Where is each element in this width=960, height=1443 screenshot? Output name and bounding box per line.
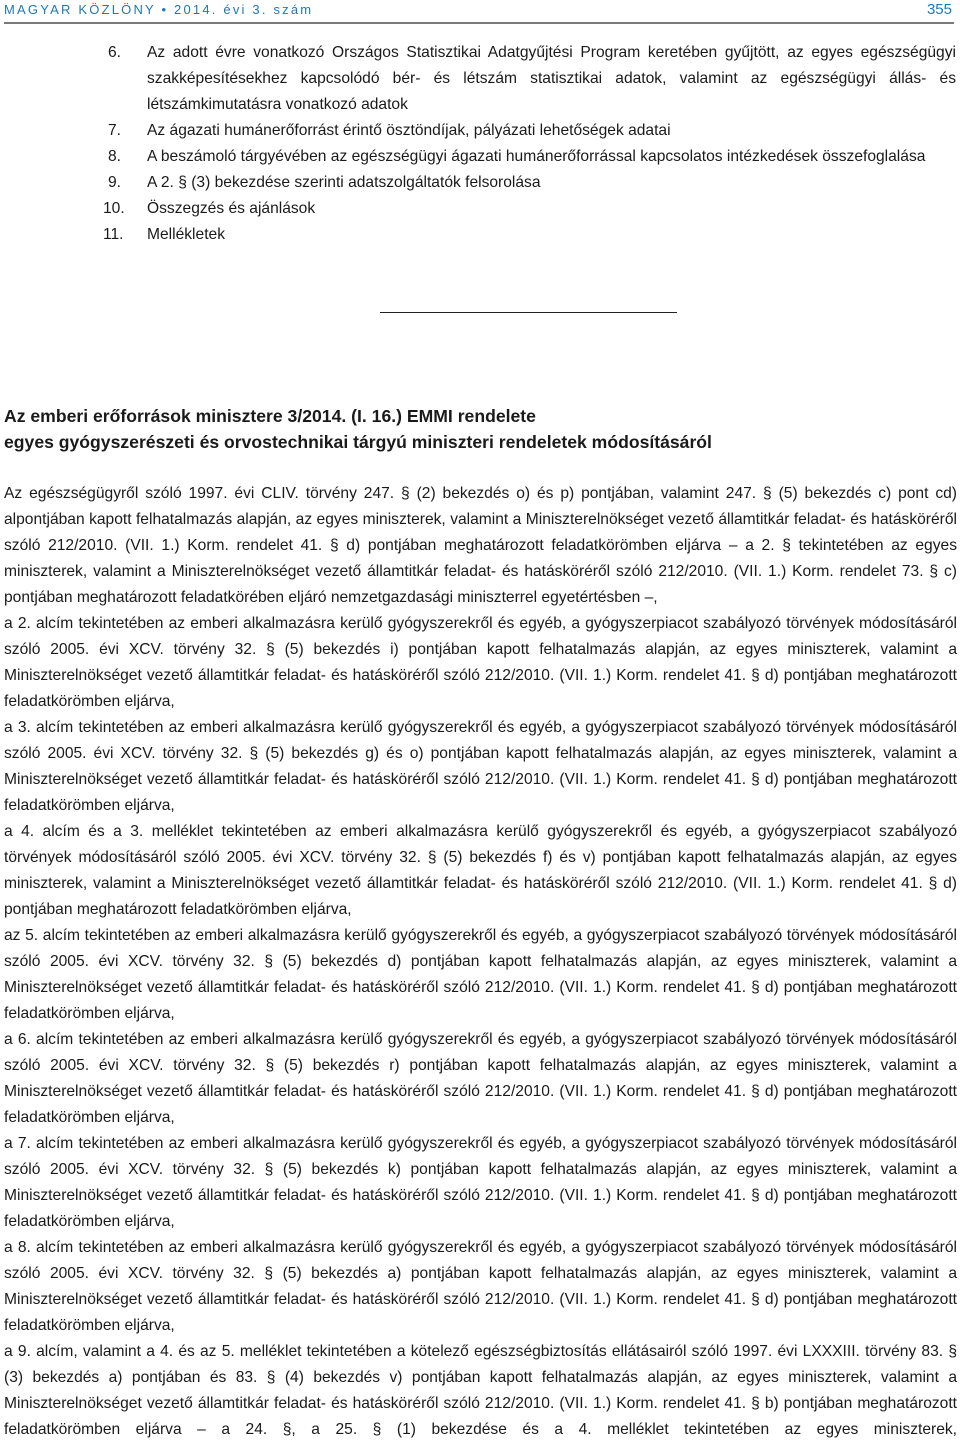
decree-subject: egyes gyógyszerészeti és orvostechnikai tárgyú miniszteri rendeletek módosításáról: [4, 432, 712, 452]
list-item-number: 8.: [108, 148, 122, 165]
list-item: [4, 196, 956, 222]
list-item-text: Összegzés és ajánlások: [147, 200, 316, 217]
list-item-number: 11.: [103, 226, 124, 243]
decree-preamble: [4, 481, 957, 1443]
list-item-text: A beszámoló tárgyévében az egészségügyi ágazati humánerőforrással kapcsolatos intézkedések összefoglalása: [147, 148, 926, 165]
list-item-number: 10.: [103, 200, 125, 217]
publication-title: MAGYAR KÖZLÖNY • 2014. évi 3. szám: [4, 2, 314, 17]
preamble-paragraph: a 3. alcím tekintetében az emberi alkalmazásra kerülő gyógyszerekről és egyéb, a gyógyszerpiacot szabályozó törvények módosításáról szóló 2005. évi XCV. törvény 32. § (5) bekezdés g) és o) pontjában kapott felhatalmazás alapján, az egyes miniszterek, valamint a Miniszterelnökséget vezető államtitkár feladat- és hatásköréről szóló 212/2010. (VII. 1.) Korm. rendelet 41. § d) pontjában meghatározott feladatkörömben eljárva,: [4, 719, 957, 814]
section-separator: [380, 312, 677, 313]
list-item: [4, 118, 956, 144]
list-item-number: 6.: [108, 44, 122, 61]
list-item-text: Mellékletek: [147, 226, 225, 243]
list-item: [4, 144, 956, 170]
list-item: [4, 40, 956, 118]
list-item-text: Az ágazati humánerőforrást érintő ösztöndíjak, pályázati lehetőségek adatai: [147, 122, 671, 139]
preamble-paragraph: Az egészségügyről szóló 1997. évi CLIV. törvény 247. § (2) bekezdés o) és p) pontjában, valamint 247. § (5) bekezdés c) pont cd) alpontjában kapott felhatalmazás alapján, az egyes miniszterek, valamint a Miniszterelnökséget vezető államtitkár feladat- és hatásköréről szóló 212/2010. (VII. 1.) Korm. rendelet 41. § d) pontjában meghatározott feladatkörömben eljárva – a 2. § tekintetében az egyes miniszterek, valamint a Miniszterelnökséget vezető államtitkár feladat- és hatásköréről szóló 212/2010. (VII. 1.) Korm. rendelet 73. § c) pontjában meghatározott feladatkörében eljáró nemzetgazdasági miniszterrel egyetértésben –,: [4, 485, 957, 606]
page-header: [4, 0, 954, 24]
list-item: [4, 170, 956, 196]
preamble-paragraph: a 6. alcím tekintetében az emberi alkalmazásra kerülő gyógyszerekről és egyéb, a gyógyszerpiacot szabályozó törvények módosításáról szóló 2005. évi XCV. törvény 32. § (5) bekezdés r) pontjában kapott felhatalmazás alapján, az egyes miniszterek, valamint a Miniszterelnökséget vezető államtitkár feladat- és hatásköréről szóló 212/2010. (VII. 1.) Korm. rendelet 41. § d) pontjában meghatározott feladatkörömben eljárva,: [4, 1031, 957, 1126]
decree-title: Az emberi erőforrások minisztere 3/2014. (I. 16.) EMMI rendelete: [4, 406, 536, 426]
list-item-text: Az adott évre vonatkozó Országos Statisztikai Adatgyűjtési Program keretében gyűjtött, az egyes egészségügyi szakképesítésekhez kapcsolódó bér- és létszám statisztikai adatok, valamint az egészségügyi állás- és létszámkimutatásra vonatkozó adatok: [147, 44, 956, 113]
page-number: 355: [926, 1, 952, 18]
list-item-text: A 2. § (3) bekezdése szerinti adatszolgáltatók felsorolása: [147, 174, 541, 191]
preamble-paragraph: a 9. alcím, valamint a 4. és az 5. melléklet tekintetében a kötelező egészségbiztosítás ellátásairól szóló 1997. évi LXXXIII. törvény 83. § (3) bekezdés a) pontjában és 83. § (4) bekezdés v) pontjában kapott felhatalmazás alapján, az egyes miniszterek, valamint a Miniszterelnökséget vezető államtitkár feladat- és hatásköréről szóló 212/2010. (VII. 1.) Korm. rendelet 41. § b) pontjában meghatározott feladatkörömben eljárva – a 24. §, a 25. § (1) bekezdése és a 4. melléklet tekintetében az egyes miniszterek,: [4, 1343, 957, 1438]
preamble-paragraph: az 5. alcím tekintetében az emberi alkalmazásra kerülő gyógyszerekről és egyéb, a gyógyszerpiacot szabályozó törvények módosításáról szóló 2005. évi XCV. törvény 32. § (5) bekezdés d) pontjában kapott felhatalmazás alapján, az egyes miniszterek, valamint a Miniszterelnökséget vezető államtitkár feladat- és hatásköréről szóló 212/2010. (VII. 1.) Korm. rendelet 41. § d) pontjában meghatározott feladatkörömben eljárva,: [4, 927, 957, 1022]
preamble-paragraph: a 8. alcím tekintetében az emberi alkalmazásra kerülő gyógyszerekről és egyéb, a gyógyszerpiacot szabályozó törvények módosításáról szóló 2005. évi XCV. törvény 32. § (5) bekezdés a) pontjában kapott felhatalmazás alapján, az egyes miniszterek, valamint a Miniszterelnökséget vezető államtitkár feladat- és hatásköréről szóló 212/2010. (VII. 1.) Korm. rendelet 41. § d) pontjában meghatározott feladatkörömben eljárva,: [4, 1239, 957, 1334]
preamble-paragraph: a 4. alcím és a 3. melléklet tekintetében az emberi alkalmazásra kerülő gyógyszerekről és egyéb, a gyógyszerpiacot szabályozó törvények módosításáról szóló 2005. évi XCV. törvény 32. § (5) bekezdés f) és v) pontjában kapott felhatalmazás alapján, az egyes miniszterek, valamint a Miniszterelnökséget vezető államtitkár feladat- és hatásköréről szóló 212/2010. (VII. 1.) Korm. rendelet 41. § d) pontjában meghatározott feladatkörömben eljárva,: [4, 823, 957, 918]
preamble-paragraph: a 2. alcím tekintetében az emberi alkalmazásra kerülő gyógyszerekről és egyéb, a gyógyszerpiacot szabályozó törvények módosításáról szóló 2005. évi XCV. törvény 32. § (5) bekezdés i) pontjában kapott felhatalmazás alapján, az egyes miniszterek, valamint a Miniszterelnökséget vezető államtitkár feladat- és hatásköréről szóló 212/2010. (VII. 1.) Korm. rendelet 41. § d) pontjában meghatározott feladatkörömben eljárva,: [4, 615, 957, 710]
preamble-paragraph: a 7. alcím tekintetében az emberi alkalmazásra kerülő gyógyszerekről és egyéb, a gyógyszerpiacot szabályozó törvények módosításáról szóló 2005. évi XCV. törvény 32. § (5) bekezdés k) pontjában kapott felhatalmazás alapján, az egyes miniszterek, valamint a Miniszterelnökséget vezető államtitkár feladat- és hatásköréről szóló 212/2010. (VII. 1.) Korm. rendelet 41. § d) pontjában meghatározott feladatkörömben eljárva,: [4, 1135, 957, 1230]
list-item-number: 9.: [108, 174, 122, 191]
list-item-number: 7.: [108, 122, 122, 139]
list-item: [4, 222, 956, 248]
report-contents-list: [4, 40, 956, 248]
decree-heading: [4, 403, 956, 455]
